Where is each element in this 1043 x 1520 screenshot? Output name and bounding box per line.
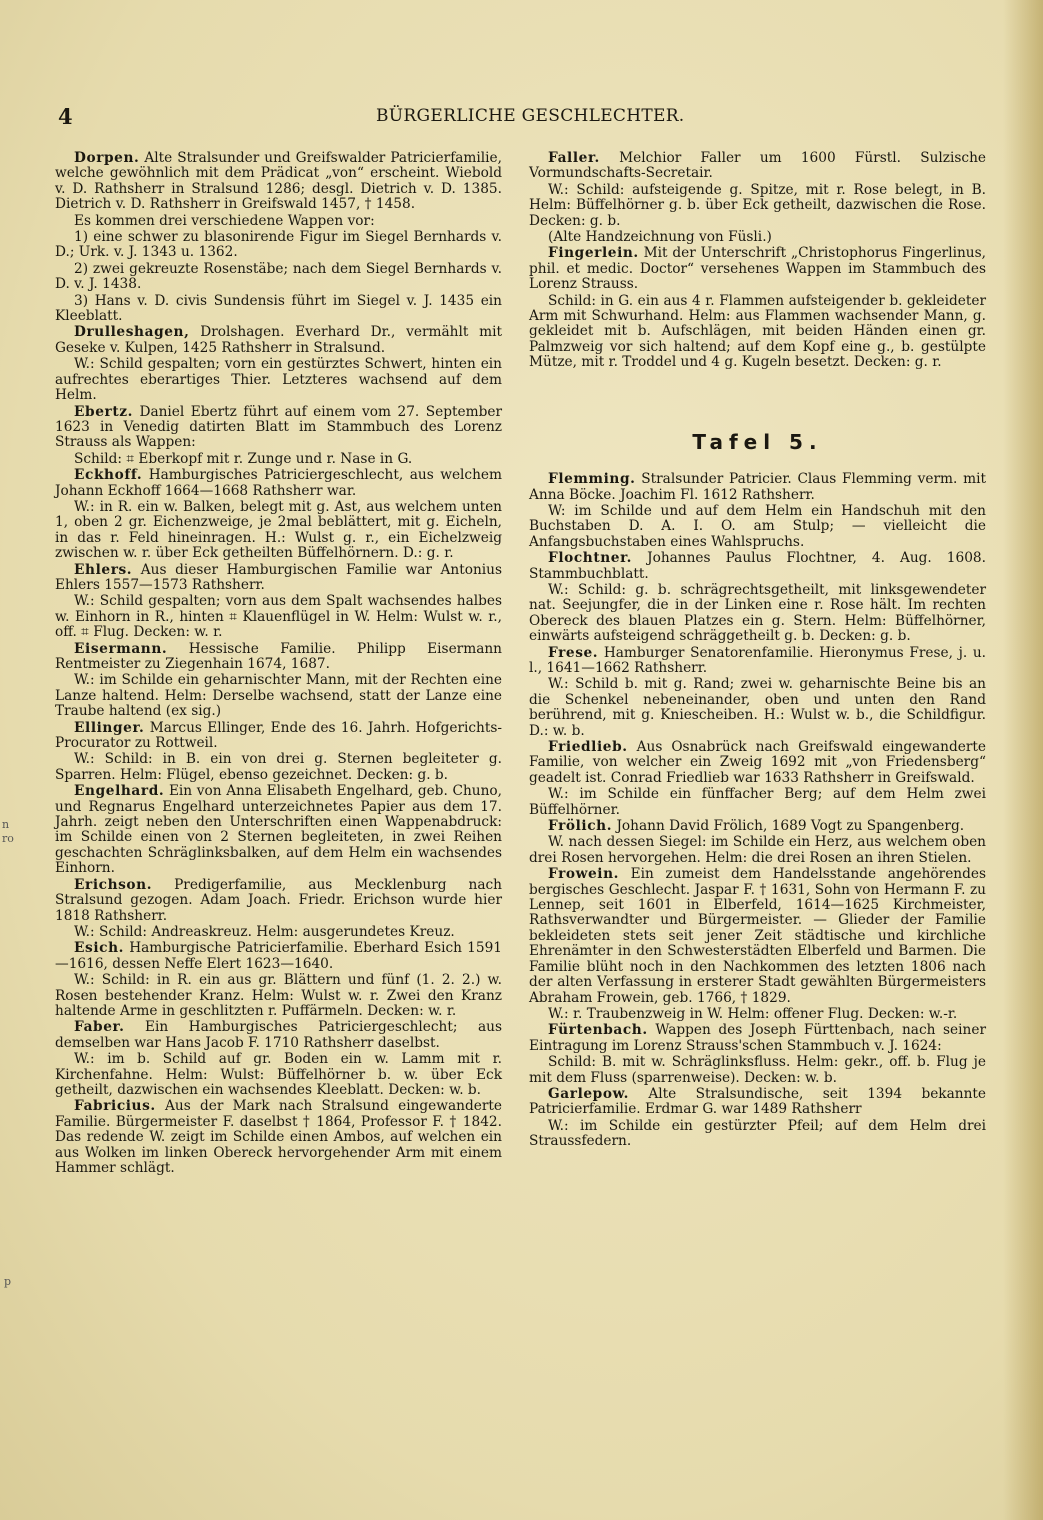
entry-text: W.: r. Traubenzweig in W. Helm: offener Flug. Decken: w.-r. — [548, 1005, 958, 1022]
entry-text: Schild: ⌗ Eberkopf mit r. Zunge und r. Nase in G. — [74, 450, 413, 467]
family-name: Drulleshagen, — [74, 324, 190, 341]
entry-text: W.: im Schilde ein gestürzter Pfeil; auf dem Helm drei Straussfedern. — [529, 1117, 986, 1150]
entry-detail — [529, 787, 986, 818]
entry-text: W.: im b. Schild auf gr. Boden ein w. Lamm mit r. Kirchenfahne. Helm: Wulst: Büffelhörner b. w. über Eck getheilt, dazwischen ein wachsendes Kleeblatt. Decken: w. b. — [55, 1051, 502, 1098]
entry-paragraph — [55, 1099, 502, 1176]
entry-paragraph — [529, 740, 986, 786]
page-edge-shadow — [1003, 0, 1043, 1520]
entry-paragraph — [529, 551, 986, 582]
margin-mark: n — [2, 818, 10, 831]
entry-paragraph — [55, 642, 502, 673]
entry-text: W.: Schild: aufsteigende g. Spitze, mit r. Rose belegt, in B. Helm: Büffelhörner g. b. über Eck getheilt, dazwischen die Rose. Decken: g. b. — [529, 181, 986, 229]
entry-detail — [55, 452, 502, 467]
family-name: Fürtenbach. — [548, 1022, 648, 1039]
family-name: Faller. — [548, 150, 600, 166]
entry-paragraph — [55, 941, 502, 972]
entry-detail — [55, 357, 502, 403]
entry-paragraph — [55, 721, 502, 752]
entry-paragraph — [529, 646, 986, 677]
family-name: Ellinger. — [74, 719, 145, 736]
entry-paragraph — [529, 151, 986, 182]
entry-paragraph — [529, 246, 986, 292]
entry-text: Aus dieser Hamburgischen Familie war Antonius Ehlers 1557—1573 Rathsherr. — [55, 561, 502, 593]
entry-paragraph — [529, 867, 986, 1006]
entry-text: Ein zumeist dem Handelsstande angehörendes bergisches Geschlecht. Jaspar F. † 1631, Sohn von Hermann F. zu Lennep, seit 1601 in Elberfeld, 1614—1625 Kirchmeister, Rathsverwandter und Bürgermeister. — Glieder der Familie bekleideten stets seit jener Zeit städtische und kirchliche Ehrenämter in den Schwesterstädten Elberfeld und Barmen. Die Familie blüht noch in den Nachkommen des letzten 1806 nach der alten Verfassung in ersterer Stadt gewählten Bürgermeisters Abraham Frowein, geb. 1766, † 1829. — [529, 866, 986, 1006]
family-name: Fingerlein. — [548, 245, 639, 262]
entry-paragraph — [55, 563, 502, 594]
entry-text: Marcus Ellinger, Ende des 16. Jahrh. Hofgerichts-Procurator zu Rottweil. — [55, 719, 502, 752]
entry-text: 1) eine schwer zu blasonirende Figur im Siegel Bernhards v. D.; Urk. v. J. 1343 u. 1362. — [55, 229, 502, 261]
entry-text: Ein von Anna Elisabeth Engelhard, geb. Chuno, und Regnarus Engelhard unterzeichnetes Papier aus dem 17. Jahrh. zeigt neben den Unterschriften einen Wappenabdruck: im Schilde einen von 2 Sternen begleiteten, in zwei Reihen geschachten Schräglinksbalken, auf dem Helm ein wachsendes Einhorn. — [55, 783, 502, 877]
family-name: Eisermann. — [74, 640, 168, 657]
entry-text: Hamburger Senatorenfamilie. Hieronymus Frese, j. u. l., 1641—1662 Rathsherr. — [529, 644, 986, 676]
entry-detail — [55, 1052, 502, 1098]
page-number: 4 — [58, 104, 73, 129]
running-head: BÜRGERLICHE GESCHLECHTER. — [376, 106, 685, 126]
entry-detail — [55, 214, 502, 229]
entry-text: W. nach dessen Siegel: im Schilde ein Herz, aus welchem oben drei Rosen hervorgehen. Helm: die drei Rosen an ihren Stielen. — [529, 834, 986, 866]
entry-text: W.: Schild: g. b. schrägrechtsgetheilt, mit linksgewendeter nat. Seejungfer, die in der Linken eine r. Rose hält. Im rechten Obereck des blauen Platzes ein g. Stern. Helm: Büffelhörner, einwärts aufsteigend schräggetheilt g. b. Decken: g. b. — [529, 581, 986, 645]
entry-text: Ein Hamburgisches Patriciergeschlecht; aus demselben war Hans Jacob F. 1710 Rathsherr daselbst. — [55, 1019, 502, 1051]
entry-text: Alte Stralsundische, seit 1394 bekannte Patricierfamilie. Erdmar G. war 1489 Rathsherr — [529, 1085, 986, 1118]
entry-text: W.: Schild b. mit g. Rand; zwei w. geharnischte Beine bis an die Schenkel nebeneinander, oben und unten den Rand berührend, mit g. Kniescheiben. H.: Wulst w. b., die Schildfigur. D.: w. b. — [529, 676, 986, 739]
entry-detail — [55, 925, 502, 940]
entry-text: W.: in R. ein w. Balken, belegt mit g. Ast, aus welchem unten 1, oben 2 gr. Eichenzweige, je 2mal beblättert, mit g. Eicheln, in das r. Feld hineinragen. H.: Wulst g. r., ein Eichelzweig zwischen w. r. über Eck getheilten Büffelhörnern. D.: g. r. — [55, 498, 502, 562]
family-name: Frowein. — [548, 866, 620, 883]
entry-detail — [529, 230, 986, 245]
entry-text: Daniel Ebertz führt auf einem vom 27. September 1623 in Venedig datirten Blatt im Stammbuch des Lorenz Strauss als Wappen: — [55, 403, 502, 451]
family-name: Garlepow. — [548, 1085, 629, 1102]
family-name: Ehlers. — [74, 561, 133, 578]
entry-detail — [529, 1007, 986, 1022]
entry-paragraph — [55, 878, 502, 924]
margin-mark: ro — [2, 832, 14, 845]
entry-text: Aus Osnabrück nach Greifswald eingewanderte Familie, von welcher ein Zweig 1692 mit „von Friedensberg“ geadelt ist. Conrad Friedlieb war 1633 Rathsherr in Greifswald. — [529, 739, 986, 786]
family-name: Esich. — [74, 940, 124, 957]
family-name: Fabricius. — [74, 1098, 156, 1115]
entry-paragraph — [55, 151, 502, 213]
entry-text: Schild: B. mit w. Schräglinksfluss. Helm: gekr., off. b. Flug je mit dem Fluss (sparrenweise). Decken: w. b. — [529, 1054, 986, 1086]
entry-detail — [55, 500, 502, 562]
family-name: Frölich. — [548, 818, 613, 835]
entry-text: W.: Schild gespalten; vorn aus dem Spalt wachsendes halbes w. Einhorn in R., hinten ⌗ Klauenflügel in W. Helm: Wulst w. r., off. ⌗ Flug. Decken: w. r. — [55, 593, 502, 641]
family-name: Eckhoff. — [74, 467, 143, 484]
entry-text: (Alte Handzeichnung von Füsli.) — [548, 229, 772, 246]
entry-detail — [55, 973, 502, 1019]
entry-text: Wappen des Joseph Fürttenbach, nach seiner Eintragung im Lorenz Strauss'schen Stammbuch v. J. 1624: — [529, 1022, 986, 1054]
entry-text: Alte Stralsunder und Greifswalder Patricierfamilie, welche gewöhnlich mit dem Prädicat „von“ erscheint. Wiebold v. D. Rathsherr in Stralsund 1286; desgl. Dietrich v. D. 1385. Dietrich v. D. Rathsherr in Greifswald 1457, † 1458. — [55, 150, 502, 213]
entry-paragraph — [55, 1020, 502, 1051]
entry-text: Melchior Faller um 1600 Fürstl. Sulzische Vormundschafts-Secretair. — [529, 150, 986, 182]
family-name: Friedlieb. — [548, 739, 628, 755]
family-name: Engelhard. — [74, 783, 165, 800]
family-name: Faber. — [74, 1019, 125, 1036]
entry-detail — [55, 262, 502, 293]
right-column-bottom — [529, 472, 986, 1149]
entry-text: 3) Hans v. D. civis Sundensis führt im Siegel v. J. 1435 ein Kleeblatt. — [55, 292, 502, 325]
entry-paragraph — [55, 784, 502, 876]
entry-text: Hamburgische Patricierfamilie. Eberhard Esich 1591—1616, dessen Neffe Elert 1623—1640. — [55, 940, 502, 972]
entry-detail — [55, 673, 502, 719]
entry-text: Drolshagen. Everhard Dr., vermählt mit Geseke v. Kulpen, 1425 Rathsherr in Stralsund. — [55, 324, 502, 356]
entry-text: Mit der Unterschrift „Christophorus Fingerlinus, phil. et medic. Doctor“ versehenes Wappen im Stammbuch des Lorenz Strauss. — [529, 245, 986, 293]
entry-detail — [529, 835, 986, 866]
family-name: Flochtner. — [548, 550, 633, 567]
right-column — [529, 150, 986, 1151]
entry-text: W.: Schild: Andreaskreuz. Helm: ausgerundetes Kreuz. — [74, 923, 455, 940]
right-column-top — [529, 151, 986, 371]
family-name: Ebertz. — [74, 403, 133, 420]
entry-detail — [55, 594, 502, 640]
entry-text: W.: Schild: in R. ein aus gr. Blättern und fünf (1. 2. 2.) w. Rosen bestehender Kranz. Helm: Wulst w. r. Zwei den Kranz haltende Arme in geschlitzten r. Puffärmeln. Decken: w. r. — [55, 972, 502, 1019]
entry-text: Predigerfamilie, aus Mecklenburg nach Stralsund gezogen. Adam Joach. Friedr. Erichson wurde hier 1818 Rathsherr. — [55, 876, 502, 924]
family-name: Dorpen. — [74, 150, 140, 166]
entry-text: 2) zwei gekreuzte Rosenstäbe; nach dem Siegel Bernhards v. D. v. J. 1438. — [55, 260, 502, 293]
entry-detail — [529, 583, 986, 645]
entry-text: Schild: in G. ein aus 4 r. Flammen aufsteigender b. gekleideter Arm mit Schwurhand. Helm: aus Flammen wachsender Mann, g. gekleidet mit b. Aufschlägen, mit beiden Händen einen gr. Palmzweig vor sich haltend; auf dem Kopf eine g., b. gestülpte Mütze, mit r. Troddel und 4 g. Kugeln besetzt. Decken: g. r. — [529, 292, 986, 371]
entry-text: Stralsunder Patricier. Claus Flemming verm. mit Anna Böcke. Joachim Fl. 1612 Rathsherr. — [529, 471, 986, 503]
family-name: Erichson. — [74, 876, 153, 893]
entry-text: W.: Schild: in B. ein von drei g. Sternen begleiteter g. Sparren. Helm: Flügel, ebenso gezeichnet. Decken: g. b. — [55, 751, 502, 783]
entry-paragraph — [55, 405, 502, 451]
entry-detail — [55, 230, 502, 261]
entry-paragraph — [529, 819, 986, 834]
entry-text: W.: Schild gespalten; vorn ein gestürztes Schwert, hinten ein aufrechtes eberartiges Thier. Letzteres wachsend auf dem Helm. — [55, 356, 502, 404]
entry-paragraph — [529, 1023, 986, 1054]
entry-detail — [529, 677, 986, 739]
entry-text: Johann David Frölich, 1689 Vogt zu Spangenberg. — [616, 818, 965, 835]
entry-detail — [55, 294, 502, 325]
entry-paragraph — [55, 325, 502, 356]
plate-heading: Tafel 5. — [692, 429, 823, 454]
entry-text: W: im Schilde und auf dem Helm ein Handschuh mit den Buchstaben D. A. I. O. am Stulp; — vielleicht die Anfangsbuchstaben eines Wahlspruchs. — [529, 502, 986, 550]
entry-detail — [529, 294, 986, 371]
entry-text: Es kommen drei verschiedene Wappen vor: — [74, 212, 375, 229]
entry-detail — [529, 504, 986, 550]
entry-text: Hessische Familie. Philipp Eisermann Rentmeister zu Ziegenhain 1674, 1687. — [55, 640, 502, 672]
family-name: Flemming. — [548, 471, 636, 488]
margin-mark: p — [4, 1275, 12, 1288]
entry-text: Aus der Mark nach Stralsund eingewanderte Familie. Bürgermeister F. daselbst † 1864, Professor F. † 1842. Das redende W. zeigt im Schilde einen Ambos, auf welchen ein aus Wolken im linken Obereck hervorgehender Arm mit einem Hammer schlägt. — [55, 1098, 502, 1176]
family-name: Frese. — [548, 644, 599, 661]
entry-text: W.: im Schilde ein geharnischter Mann, mit der Rechten eine Lanze haltend. Helm: Derselbe wachsend, statt der Lanze eine Traube haltend (ex sig.) — [55, 672, 502, 720]
entry-detail — [529, 1055, 986, 1086]
entry-detail — [55, 752, 502, 783]
entry-detail — [529, 1119, 986, 1150]
entry-text: Hamburgisches Patriciergeschlecht, aus welchem Johann Eckhoff 1664—1668 Rathsherr war. — [55, 467, 502, 499]
entry-paragraph — [529, 472, 986, 503]
entry-text: W.: im Schilde ein fünffacher Berg; auf dem Helm zwei Büffelhörner. — [529, 786, 986, 818]
entry-paragraph — [55, 468, 502, 499]
entry-detail — [529, 183, 986, 229]
entry-text: Johannes Paulus Flochtner, 4. Aug. 1608. Stammbuchblatt. — [529, 550, 986, 582]
entry-paragraph — [529, 1087, 986, 1118]
left-column — [55, 150, 502, 1177]
